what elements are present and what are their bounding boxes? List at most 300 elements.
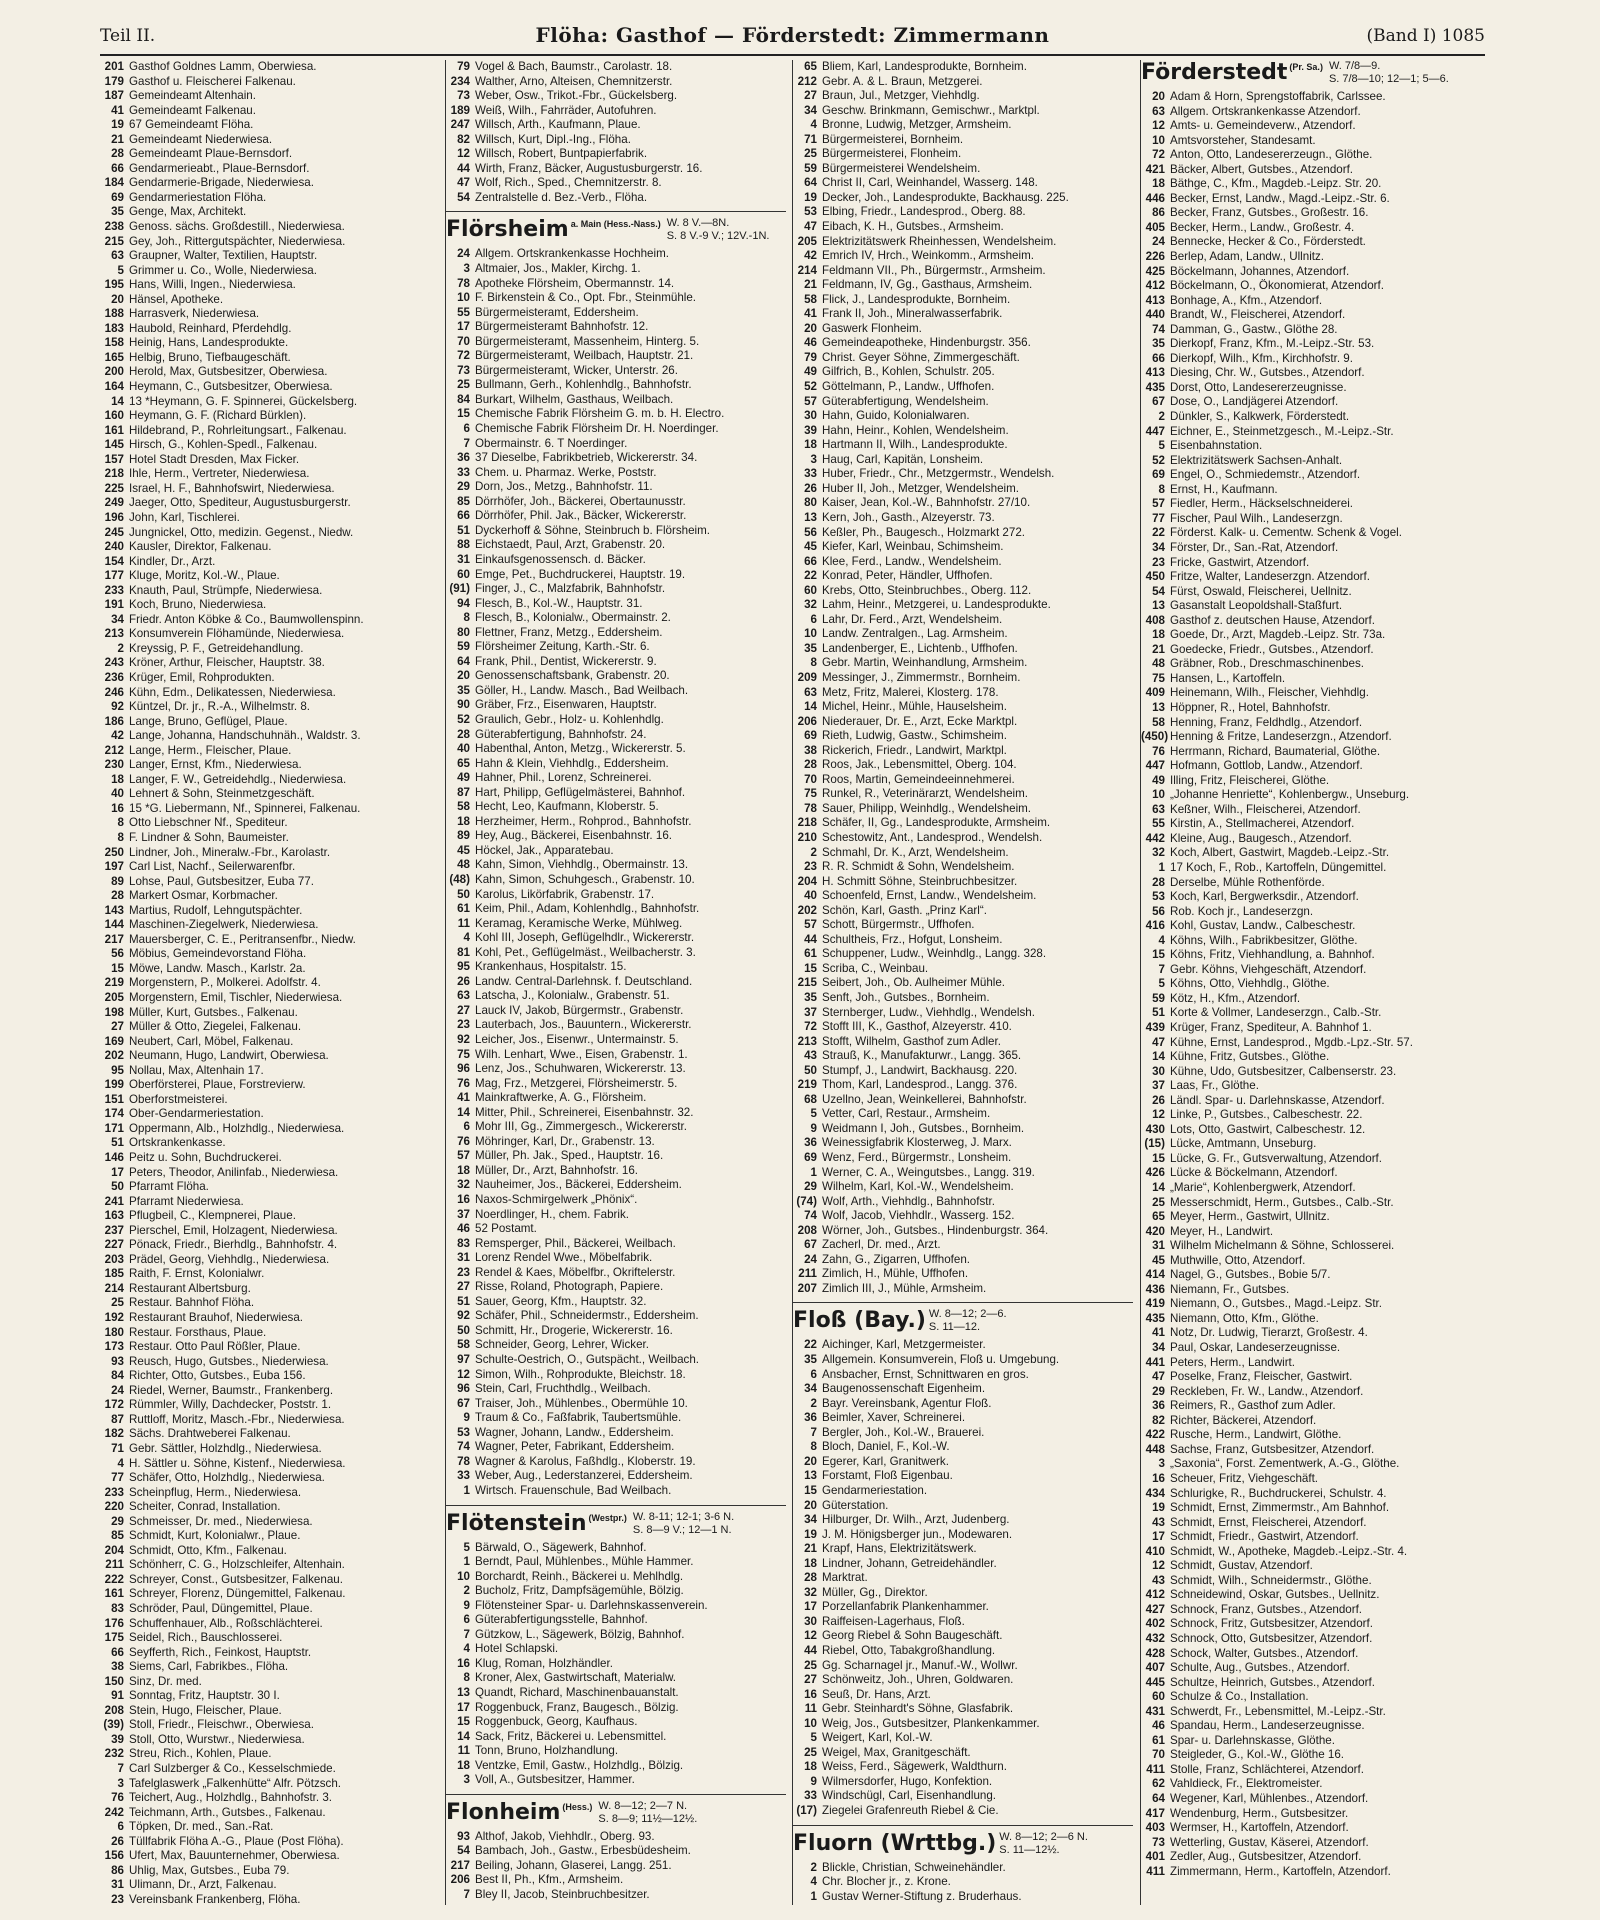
directory-entry [446,1469,786,1484]
place-region: (Westpr.) [588,1512,627,1523]
phone-number: 171 [104,1121,124,1135]
phone-number: 24 [1152,235,1165,249]
directory-entry [446,655,786,670]
directory-entry [446,60,786,75]
office-hours-line: S. 7/8—10; 12—1; 5—6. [1328,73,1449,85]
phone-number: 54 [1152,584,1165,598]
directory-entry [100,569,440,584]
directory-entry [1141,1239,1486,1254]
directory-entry [1141,279,1486,294]
directory-entry [446,553,786,568]
subscriber-name: Lots, Otto, Gastwirt, Calbeschestr. 12. [1170,1122,1366,1136]
subscriber-name: Walther, Arno, Alteisen, Chemnitzerstr. [475,74,673,88]
phone-number: 44 [804,932,817,946]
directory-entry [1141,425,1486,440]
subscriber-name: Dierkopf, Wilh., Kfm., Kirchhofstr. 9. [1170,351,1353,365]
phone-number: 5 [1158,977,1165,991]
subscriber-name: Messerschmidt, Herm., Gutsbes., Calb.-Str. [1170,1195,1394,1209]
phone-number: 22 [1152,526,1165,540]
directory-entry [446,669,786,684]
directory-entry [793,642,1133,657]
subscriber-name: Rickerich, Friedr., Landwirt, Marktpl. [822,743,1007,757]
phone-number: 11 [804,1702,817,1716]
directory-entry [1141,483,1486,498]
subscriber-name: Zimlich III, J., Mühle, Armsheim. [822,1281,987,1295]
subscriber-name: Herzheimer, Herm., Rohprod., Bahnhofstr. [475,814,692,828]
phone-number: 3 [1158,1457,1165,1471]
directory-entry [1141,1792,1486,1807]
phone-number: 66 [111,1645,124,1659]
subscriber-name: Traiser, Joh., Mühlenbes., Obermühle 10. [475,1396,688,1410]
subscriber-name: Gasanstalt Leopoldshall-Staßfurt. [1170,599,1343,613]
directory-entry [793,60,1133,75]
subscriber-name: 15 *G. Liebermann, Nf., Spinnerei, Falkenau. [129,801,361,815]
directory-entry [793,249,1133,264]
directory-entry [1141,803,1486,818]
subscriber-name: Porzellanfabrik Plankenhammer. [822,1600,989,1614]
phone-number: 41 [1152,1326,1165,1340]
subscriber-name: Spandau, Herm., Landeserzeugnisse. [1170,1719,1365,1733]
phone-number: 401 [1145,1850,1165,1864]
directory-entry [446,1671,786,1686]
phone-number: 15 [457,1715,470,1729]
phone-number: 2 [810,1860,817,1874]
phone-number: 34 [804,1382,817,1396]
subscriber-name: Kühne, Udo, Gutsbesitzer, Calbenserstr. 23. [1170,1064,1397,1078]
subscriber-name: Becker, Franz, Gutsbes., Großestr. 16. [1170,206,1369,220]
directory-entry [793,1484,1133,1499]
directory-entry [1141,614,1486,629]
phone-number: 412 [1145,279,1165,293]
directory-entry [1141,265,1486,280]
directory-entry [446,728,786,743]
directory-entry [100,1224,440,1239]
directory-entry [793,395,1133,410]
phone-number: 4 [463,931,470,945]
directory-entry [446,320,786,335]
directory-entry [793,1353,1133,1368]
subscriber-name: Flettner, Franz, Metzg., Eddersheim. [475,625,663,639]
phone-number: 78 [804,801,817,815]
phone-number: 34 [804,103,817,117]
phone-number: 64 [1152,1791,1165,1805]
subscriber-name: Schoenfeld, Ernst, Landw., Wendelsheim. [822,889,1037,903]
directory-entry [793,1397,1133,1412]
subscriber-name: 13 *Heymann, G. F. Spinnerei, Gückelsberg. [129,394,358,408]
phone-number: 27 [457,1280,470,1294]
phone-number: 30 [804,1614,817,1628]
phone-number: 6 [810,1367,817,1381]
directory-entry [793,1804,1133,1819]
subscriber-name: Wörner, Joh., Gutsbes., Hindenburgstr. 364. [822,1223,1049,1237]
directory-entry [793,467,1133,482]
phone-number: 28 [804,1571,817,1585]
subscriber-name: Bergler, Joh., Kol.-W., Brauerei. [822,1425,985,1439]
subscriber-name: Dörrhöfer, Phil. Jak., Bäcker, Wickererstr. [475,509,687,523]
directory-entry [1141,905,1486,920]
subscriber-name: Gg. Scharnagel jr., Manuf.-W., Wollwr. [822,1658,1018,1672]
phone-number: 450 [1145,570,1165,584]
directory-entry [1141,1414,1486,1429]
subscriber-name: Lorenz Rendel Wwe., Möbelfabrik. [475,1251,653,1265]
directory-entry [793,656,1133,671]
phone-number: 51 [1152,1006,1165,1020]
phone-number: 74 [457,1440,470,1454]
phone-number: 37 [804,1005,817,1019]
phone-number: 220 [104,1500,124,1514]
phone-number: 45 [1152,1253,1165,1267]
directory-entry [446,147,786,162]
subscriber-name: Ober-Gendarmeriestation. [129,1107,264,1121]
directory-entry [446,1686,786,1701]
subscriber-name: Feldmann, IV, Gg., Gasthaus, Armsheim. [822,278,1033,292]
phone-number: 55 [1152,817,1165,831]
phone-number: 33 [457,1469,470,1483]
directory-entry [446,1773,786,1788]
directory-entry [793,336,1133,351]
phone-number: 414 [1145,1268,1165,1282]
subscriber-name: Werner, C. A., Weingutsbes., Langg. 319. [822,1165,1035,1179]
directory-entry [446,888,786,903]
subscriber-name: Huber II, Joh., Metzger, Wendelsheim. [822,481,1019,495]
directory-entry [100,1515,440,1530]
subscriber-name: Kiefer, Karl, Weinbau, Schimsheim. [822,540,1004,554]
phone-number: 215 [104,234,124,248]
subscriber-name: Kirstin, A., Stellmacherei, Atzendorf. [1170,817,1355,831]
subscriber-name: Schmidt, Otto, Kfm., Falkenau. [129,1543,287,1557]
subscriber-name: Scheiter, Conrad, Installation. [129,1500,281,1514]
subscriber-name: Bucholz, Fritz, Dampfsägemühle, Bölzig. [475,1584,684,1598]
directory-entry [100,351,440,366]
subscriber-name: Wilh. Lenhart, Wwe., Eisen, Grabenstr. 1. [475,1047,688,1061]
directory-entry [100,1107,440,1122]
directory-entry [793,889,1133,904]
directory-entry [1141,876,1486,891]
directory-entry [446,1033,786,1048]
directory-entry [100,947,440,962]
subscriber-name: Sonntag, Fritz, Hauptstr. 30 I. [129,1689,280,1703]
directory-entry [1141,206,1486,221]
directory-entry [793,846,1133,861]
directory-entry [100,1340,440,1355]
subscriber-name: Dierkopf, Franz, Kfm., M.-Leipz.-Str. 53. [1170,337,1375,351]
subscriber-name: Best II, Ph., Kfm., Armsheim. [475,1873,624,1887]
phone-number: 31 [457,1251,470,1265]
directory-entry [446,1599,786,1614]
subscriber-name: Naxos-Schmirgelwerk „Phönix“. [475,1193,638,1207]
phone-number: 43 [1152,1515,1165,1529]
directory-entry [446,1397,786,1412]
phone-number: 49 [1152,773,1165,787]
subscriber-name: Stoll, Otto, Wurstwr., Niederwiesa. [129,1732,305,1746]
directory-entry [446,1642,786,1657]
directory-entry [1141,1574,1486,1589]
phone-number: 17 [457,320,470,334]
subscriber-name: Tafelglaswerk „Falkenhütte“ Alfr. Pötzsch. [129,1776,341,1790]
phone-number: 65 [1152,1210,1165,1224]
subscriber-name: Schlurigke, R., Buchdruckerei, Schulstr. 4. [1170,1486,1387,1500]
subscriber-name: Lauck IV, Jakob, Bürgermstr., Grabenstr. [475,1003,684,1017]
phone-number: 411 [1146,1864,1165,1878]
phone-number: 14 [111,394,124,408]
phone-number: 24 [457,247,470,261]
phone-number: 176 [104,1616,124,1630]
subscriber-name: Dyckerhoff & Söhne, Steinbruch b. Flörsheim. [475,523,710,537]
phone-number: 32 [804,1585,817,1599]
subscriber-name: Ruttloff, Moritz, Masch.-Fbr., Niederwiesa. [129,1412,345,1426]
subscriber-name: Feldmann VII., Ph., Bürgermstr., Armsheim. [822,263,1046,277]
phone-number: 14 [804,700,817,714]
subscriber-name: Wermser, H., Kartoffeln, Atzendorf. [1170,1821,1349,1835]
directory-entry [1141,308,1486,323]
directory-entry [793,1107,1133,1122]
subscriber-name: Weber, Aug., Lederstanzerei, Eddersheim. [475,1469,693,1483]
directory-entry [793,700,1133,715]
place-heading [446,1505,786,1537]
subscriber-name: Chemische Fabrik Flörsheim G. m. b. H. Electro. [475,407,725,421]
subscriber-name: Chr. Blocher jr., z. Krone. [822,1875,951,1889]
directory-entry [100,467,440,482]
directory-entry [793,1049,1133,1064]
directory-entry [793,1528,1133,1543]
directory-entry [1141,337,1486,352]
phone-number: 95 [111,1063,124,1077]
subscriber-name: R. R. Schmidt & Sohn, Wendelsheim. [822,860,1015,874]
directory-entry [100,1064,440,1079]
subscriber-name: Weinessigfabrik Klosterweg, J. Marx. [822,1136,1012,1150]
directory-entry [446,1324,786,1339]
directory-entry [100,1427,440,1442]
phone-number: 31 [1152,1239,1165,1253]
phone-number: 17 [457,1700,470,1714]
phone-number: 430 [1145,1122,1165,1136]
directory-entry [793,875,1133,890]
phone-number: 182 [104,1427,124,1441]
phone-number: 46 [457,1222,470,1236]
directory-entry [446,858,786,873]
phone-number: 4 [810,1875,817,1889]
subscriber-name: Wenz, Ferd., Bürgermstr., Lonsheim. [822,1151,1012,1165]
directory-entry [100,235,440,250]
subscriber-name: Hotel Schlapski. [475,1642,559,1656]
phone-number: 210 [797,830,817,844]
directory-entry [100,1529,440,1544]
subscriber-name: Voll, A., Gutsbesitzer, Hammer. [475,1773,635,1787]
directory-entry [446,1237,786,1252]
phone-number: 50 [804,1063,817,1077]
phone-number: 431 [1145,1704,1165,1718]
subscriber-name: Rusche, Herm., Landwirt, Glöthe. [1170,1428,1342,1442]
directory-entry [100,1006,440,1021]
phone-number: 50 [111,1180,124,1194]
phone-number: 51 [111,1136,124,1150]
subscriber-name: Schön, Karl, Gasth. „Prinz Karl“. [822,903,987,917]
directory-entry [793,584,1133,599]
phone-number: 68 [804,1092,817,1106]
subscriber-name: Engel, O., Schmiedemstr., Atzendorf. [1170,468,1361,482]
directory-entry [446,742,786,757]
directory-entry [100,1806,440,1821]
phone-number: 69 [1152,468,1165,482]
subscriber-name: Müller, Gg., Direktor. [822,1585,928,1599]
subscriber-name: John, Karl, Tischlerei. [129,510,240,524]
subscriber-name: Scriba, C., Weinbau. [822,961,929,975]
phone-number: 222 [104,1572,124,1586]
subscriber-name: Chemische Fabrik Flörsheim Dr. H. Noerdinger. [475,422,719,436]
directory-entry [446,1106,786,1121]
subscriber-name: Blickle, Christian, Schweinehändler. [822,1860,1006,1874]
phone-number: 157 [104,452,124,466]
phone-number: 41 [111,103,124,117]
directory-entry [446,1411,786,1426]
subscriber-name: Reckleben, Fr. W., Landw., Atzendorf. [1170,1384,1364,1398]
phone-number: 208 [104,1703,124,1717]
directory-entry [100,1049,440,1064]
place-name: Flötenstein [446,1510,587,1536]
directory-entry [446,873,786,888]
subscriber-name: Niederauer, Dr. E., Arzt, Ecke Marktpl. [822,714,1018,728]
phone-number: 80 [457,625,470,639]
subscriber-name: Berlep, Adam, Landw., Ullnitz. [1170,250,1325,264]
phone-number: 448 [1145,1442,1165,1456]
subscriber-name: Schreyer, Const., Gutsbesitzer, Falkenau. [129,1572,343,1586]
phone-number: 6 [463,1613,470,1627]
phone-number: 8 [810,656,817,670]
subscriber-name: Schmahl, Dr. K., Arzt, Wendelsheim. [822,845,1009,859]
phone-number: 236 [104,670,124,684]
phone-number: 25 [1152,1195,1165,1209]
subscriber-name: Wolf, Arth., Viehhdlg., Bahnhofstr. [822,1194,995,1208]
directory-entry [793,933,1133,948]
phone-number: 24 [804,1252,817,1266]
subscriber-name: Althof, Jakob, Viehhdlr., Oberg. 93. [475,1829,655,1843]
phone-number: 19 [804,190,817,204]
office-hours-line: W. 8—12; 2—6 N. [999,1830,1088,1843]
phone-number: 225 [104,481,124,495]
phone-number: 29 [111,1514,124,1528]
subscriber-name: Obermainstr. 6. T Noerdinger. [475,436,628,450]
phone-number: 6 [117,1820,124,1834]
directory-entry [1141,1850,1486,1865]
phone-number: 420 [1145,1224,1165,1238]
phone-number: 416 [1145,919,1165,933]
place-heading [793,1302,1133,1334]
phone-number: 37 [457,1207,470,1221]
phone-number: 44 [457,161,470,175]
directory-entry [793,1006,1133,1021]
directory-entry [100,846,440,861]
subscriber-name: Hotel Stadt Dresden, Max Ficker. [129,452,300,466]
phone-number: 92 [457,1033,470,1046]
phone-number: 227 [104,1238,124,1252]
office-hours-line: W. 8—12; 2—7 N. [598,1799,688,1812]
subscriber-name: Hofmann, Gottlob, Landw., Atzendorf. [1170,759,1363,773]
subscriber-name: Roos, Martin, Gemeindeeinnehmerei. [822,772,1015,786]
subscriber-name: Seuß, Dr. Hans, Arzt. [822,1687,931,1701]
directory-entry [793,176,1133,191]
directory-entry [1141,1545,1486,1560]
subscriber-name: Noerdlinger, H., chem. Fabrik. [475,1207,629,1221]
subscriber-name: Lohse, Paul, Gutsbesitzer, Euba 77. [129,874,314,888]
directory-entry [793,1253,1133,1268]
directory-column-2 [445,60,786,1905]
phone-number: 20 [457,669,470,683]
phone-number: 432 [1145,1631,1165,1645]
phone-number: 27 [457,1003,470,1017]
subscriber-name: Bullmann, Gerh., Kohlenhdlg., Bahnhofstr. [475,378,692,392]
subscriber-name: Gebr. A. & L. Braun, Metzgerei. [822,74,983,88]
subscriber-name: Seibert, Joh., Ob. Aulheimer Mühle. [822,976,1006,990]
phone-number: 61 [1152,1733,1165,1747]
directory-entry [1141,701,1486,716]
directory-entry [446,1077,786,1092]
directory-entry [446,1004,786,1019]
phone-number: 2 [810,845,817,859]
subscriber-name: Müller, Kurt, Gutsbes., Falkenau. [129,1005,298,1019]
office-hours-line: S. 11—12. [928,1321,981,1334]
phone-number: 25 [804,147,817,161]
directory-entry [100,598,440,613]
directory-entry [446,509,786,524]
phone-number: 60 [1152,1690,1165,1704]
phone-number: 226 [1145,250,1165,264]
subscriber-name: Ziegelei Grafenreuth Riebel & Cie. [822,1803,999,1817]
subscriber-name: Fiedler, Herm., Häckselschneiderei. [1170,497,1353,511]
subscriber-name: Muthwille, Otto, Atzendorf. [1170,1253,1306,1267]
subscriber-name: Lücke, G. Fr., Gutsverwaltung, Atzendorf. [1170,1151,1383,1165]
subscriber-name: Schreyer, Florenz, Düngemittel, Falkenau. [129,1587,346,1601]
directory-entry [446,306,786,321]
phone-number: 151 [104,1092,124,1106]
phone-number: 422 [1145,1428,1165,1442]
directory-entry [100,1587,440,1602]
phone-number: 6 [463,1120,470,1134]
phone-number: 51 [457,1294,470,1308]
subscriber-name: Stoll, Friedr., Fleischwr., Oberwiesa. [129,1718,314,1732]
directory-entry [793,409,1133,424]
subscriber-name: Kluge, Moritz, Kol.-W., Plaue. [129,569,280,583]
subscriber-name: Knauth, Paul, Strümpfe, Niederwiesa. [129,583,323,597]
phone-number: 242 [104,1805,124,1819]
phone-number: 165 [104,350,124,364]
phone-number: 36 [457,451,470,465]
subscriber-name: Lange, Johanna, Handschuhnäh., Waldstr. 3. [129,729,361,743]
directory-entry [100,787,440,802]
directory-entry [446,1368,786,1383]
directory-entry [1141,323,1486,338]
subscriber-name: Flötensteiner Spar- u. Darlehnskassenverein. [475,1598,708,1612]
subscriber-name: Rieth, Ludwig, Gastw., Schimsheim. [822,729,1007,743]
subscriber-name: Runkel, R., Veterinärarzt, Wendelsheim. [822,787,1028,801]
directory-entry [100,424,440,439]
subscriber-name: Adam & Horn, Sprengstoffabrik, Carlssee. [1170,90,1386,103]
subscriber-name: Israel, H. F., Bahnhofswirt, Niederwiesa. [129,481,335,495]
subscriber-name: Schestowitz, Ant., Landesprod., Wendelsh. [822,830,1043,844]
phone-number: 447 [1145,759,1165,773]
directory-entry [446,1295,786,1310]
directory-entry [100,176,440,191]
phone-number: 7 [463,1887,470,1901]
subscriber-name: Pfarramt Niederwiesa. [129,1194,244,1208]
phone-number: 146 [104,1151,124,1165]
phone-number: 24 [111,1383,124,1397]
phone-number: 143 [104,903,124,917]
phone-number: 75 [457,1047,470,1061]
subscriber-name: Schmidt, Ernst, Fleischerei, Atzendorf. [1170,1515,1367,1529]
directory-entry [446,1888,786,1903]
directory-entry [793,496,1133,511]
phone-number: 18 [457,1758,470,1772]
